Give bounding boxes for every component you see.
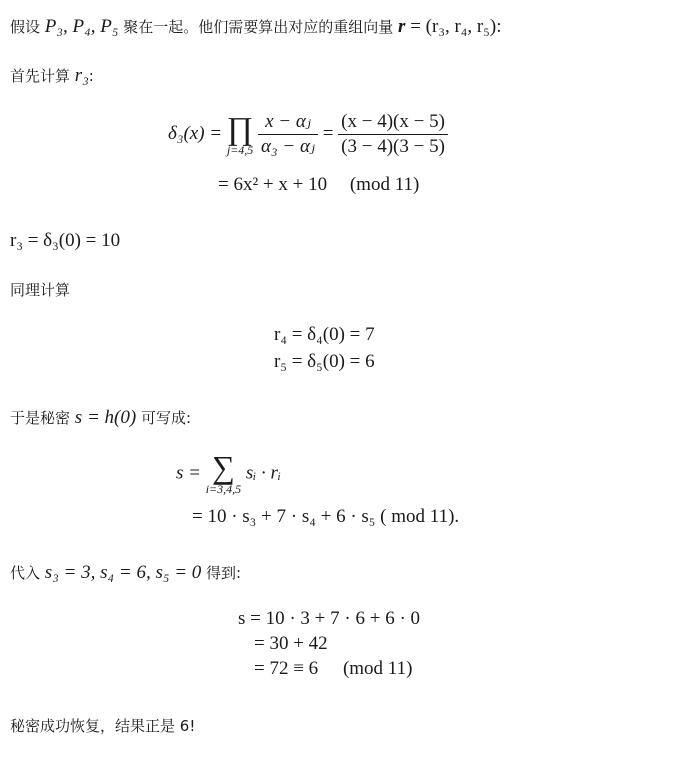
- substitute-text-b: 得到:: [206, 564, 242, 582]
- r4-line: r₄ = δ₄(0) = 7: [274, 324, 375, 345]
- delta3-fraction-1: [258, 110, 318, 159]
- compute-r3-heading: [10, 65, 94, 87]
- fraction-1-numerator: x − αⱼ: [258, 110, 318, 135]
- secret-intro-text-b: 可写成:: [140, 409, 192, 427]
- final-line-1: s = 10 · 3 + 7 · 6 + 6 · 0: [238, 608, 421, 629]
- intro-paragraph: [10, 16, 501, 38]
- secret-intro: [10, 407, 191, 429]
- compute-r3-colon: :: [88, 67, 94, 85]
- intro-text-a: 假设: [10, 18, 41, 36]
- substitute-values: s₃ = 3, s₄ = 6, s₅ = 0: [44, 562, 202, 583]
- delta3-mod: (mod 11): [349, 174, 420, 195]
- secret-expr: s = h(0): [74, 407, 137, 428]
- sum-formula: [176, 449, 281, 496]
- sum-expanded: = 10 · s₃ + 7 · s₄ + 6 · s₅ ( mod 11).: [192, 506, 460, 527]
- delta3-polynomial: = 6x² + x + 10: [218, 174, 328, 195]
- delta3-lhs: δ₃(x) =: [168, 122, 223, 144]
- secret-intro-text-a: 于是秘密: [10, 409, 71, 427]
- final-mod: (mod 11): [342, 658, 413, 679]
- substitute-text-a: 代入: [10, 564, 41, 582]
- compute-r3-label: 首先计算: [10, 67, 71, 85]
- delta3-fraction-2: [338, 110, 448, 159]
- fraction-2-numerator: (x − 4)(x − 5): [338, 110, 448, 135]
- vector-value: = (r₃, r₄, r₅):: [410, 16, 502, 37]
- fraction-1-denominator: α₃ − αⱼ: [261, 136, 315, 157]
- sum-term: sᵢ · rᵢ: [245, 462, 281, 484]
- fraction-2-denominator: (3 − 4)(3 − 5): [341, 136, 445, 157]
- intro-points: P₃, P₄, P₅: [44, 16, 119, 37]
- r3-result: r₃ = δ₃(0) = 10: [10, 230, 121, 251]
- product-operator: ∏ j=4,5: [226, 109, 254, 157]
- delta3-formula: [168, 110, 448, 159]
- vector-symbol: r: [398, 16, 406, 37]
- final-result: = 72 ≡ 6: [254, 658, 319, 679]
- final-line-2: = 30 + 42: [254, 633, 328, 654]
- sum-operator: ∑ i=3,4,5: [205, 449, 242, 496]
- r5-line: r₅ = δ₅(0) = 6: [274, 351, 375, 372]
- delta3-simplified: [218, 174, 419, 196]
- sum-lhs: s =: [176, 462, 201, 484]
- product-subscript: j=4,5: [226, 142, 254, 157]
- sum-subscript: i=3,4,5: [205, 482, 242, 496]
- conclusion: 秘密成功恢复，结果正是 6!: [10, 717, 196, 735]
- similarly-heading: 同理计算: [10, 281, 71, 299]
- final-line-3: [254, 658, 412, 680]
- compute-r3-var: r₃: [74, 65, 89, 86]
- intro-text-b: 聚在一起。他们需要算出对应的重组向量: [123, 18, 394, 36]
- delta3-equals: =: [322, 122, 334, 144]
- substitute-line: [10, 562, 241, 584]
